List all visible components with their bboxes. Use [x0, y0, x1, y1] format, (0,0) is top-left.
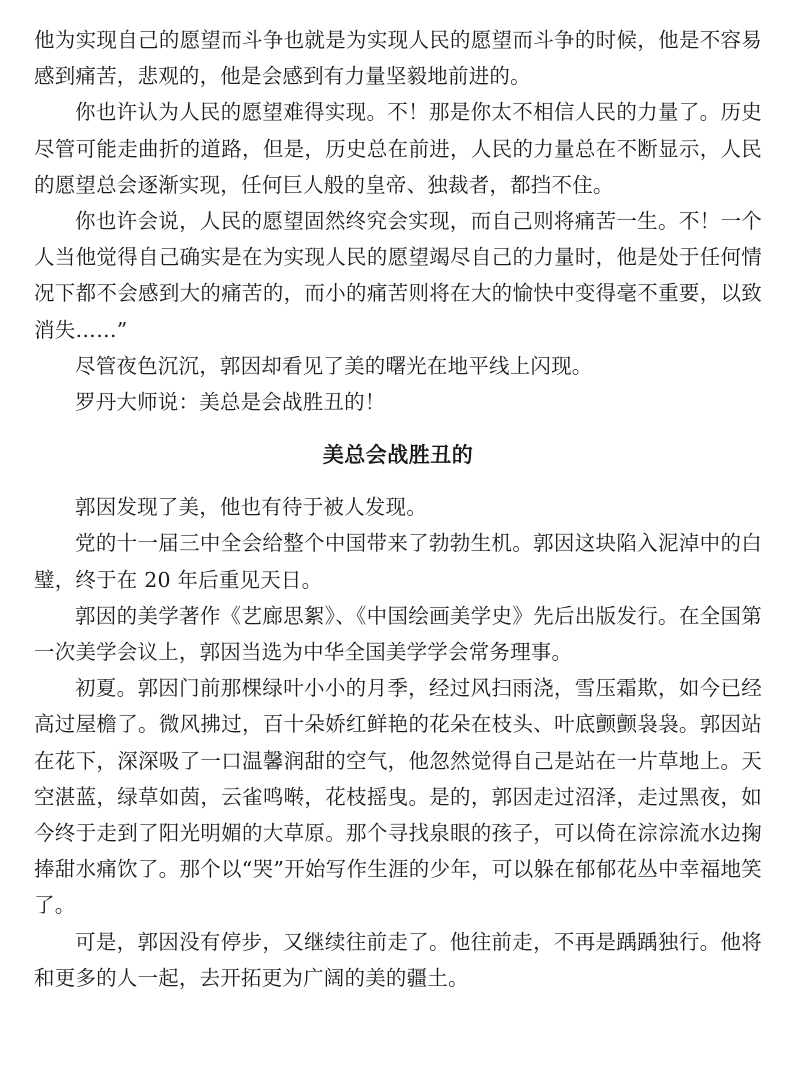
paragraph: 他为实现自己的愿望而斗争也就是为实现人民的愿望而斗争的时候，他是不容易感到痛苦，悲观的，他是会感到有力量坚毅地前进的。	[34, 28, 762, 89]
paragraph: 你也许认为人民的愿望难得实现。不！那是你太不相信人民的力量了。历史尽管可能走曲折的道路，但是，历史总在前进，人民的力量总在不断显示，人民的愿望总会逐渐实现，任何巨人般的皇帝、独裁者，都挡不住。	[34, 100, 762, 197]
paragraph: 罗丹大师说：美总是会战胜丑的！	[75, 390, 386, 415]
paragraph: 郭因发现了美，他也有待于被人发现。	[75, 495, 427, 520]
paragraph: 可是，郭因没有停步，又继续往前走了。他往前走，不再是踽踽独行。他将和更多的人一起，去开拓更为广阔的美的疆土。	[34, 929, 762, 990]
paragraph: 初夏。郭因门前那棵绿叶小小的月季，经过风扫雨浇，雪压霜欺，如今已经高过屋檐了。微风拂过，百十朵娇红鲜艳的花朵在枝头、叶底颤颤袅袅。郭因站在花下，深深吸了一口温馨润甜的空气，他忽然觉得自己是站在一片草地上。天空湛蓝，绿草如茵，云雀鸣啭，花枝摇曳。是的，郭因走过沼泽，走过黑夜，如今终于走到了阳光明媚的大草原。那个寻找泉眼的孩子，可以倚在淙淙流水边掬捧甜水痛饮了。那个以“哭”开始写作生涯的少年，可以躲在郁郁花丛中幸福地笑了。	[34, 676, 762, 918]
paragraph: 你也许会说，人民的愿望固然终究会实现，而自己则将痛苦一生。不！一个人当他觉得自己确实是在为实现人民的愿望竭尽自己的力量时，他是处于任何情况下都不会感到大的痛苦的，而小的痛苦则将在大的愉快中变得毫不重要，以致消失……”	[34, 209, 762, 342]
section-title: 美总会战胜丑的	[322, 443, 474, 468]
paragraph: 郭因的美学著作《艺廊思絮》、《中国绘画美学史》先后出版发行。在全国第一次美学会议上，郭因当选为中华全国美学学会常务理事。	[34, 603, 762, 665]
paragraph: 党的十一届三中全会给整个中国带来了勃勃生机。郭因这块陷入泥淖中的白璧，终于在 20 年后重见天日。	[34, 531, 762, 592]
paragraph: 尽管夜色沉沉，郭因却看见了美的曙光在地平线上闪现。	[75, 353, 593, 378]
